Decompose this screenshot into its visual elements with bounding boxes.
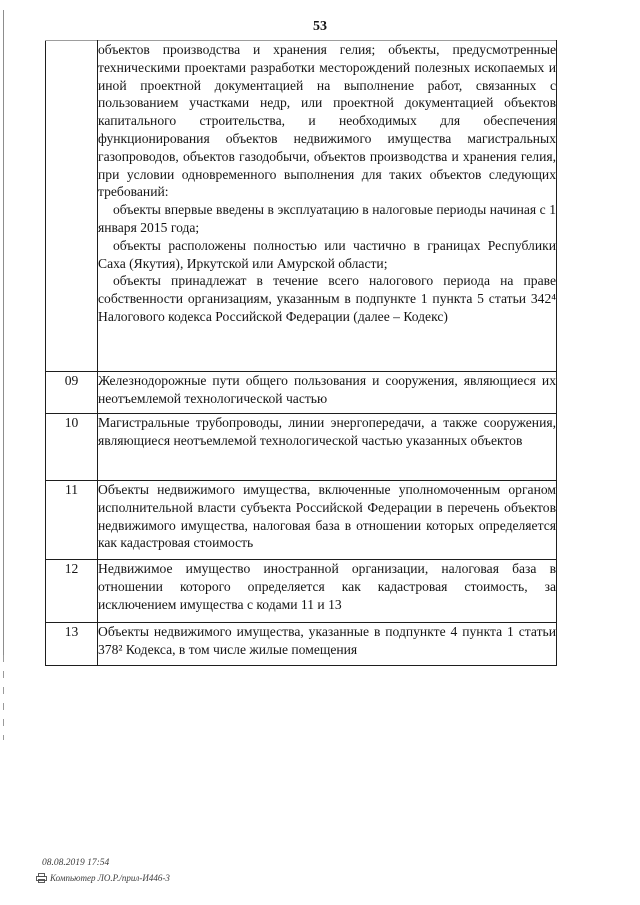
- code-cell: [46, 41, 98, 372]
- code-cell: 09: [46, 372, 98, 414]
- paragraph: объекты расположены полностью или частично в границах Республики Саха (Якутия), Иркутской или Амурской области;: [98, 237, 556, 271]
- property-codes-table: [45, 40, 557, 666]
- description-cell: [98, 560, 557, 623]
- page-number: 53: [313, 19, 327, 34]
- code-cell: 10: [46, 414, 98, 481]
- description-cell: [98, 414, 557, 481]
- description-cell: [98, 41, 557, 372]
- paragraph: Объекты недвижимого имущества, указанные в подпункте 4 пункта 1 статьи 378² Кодекса, в том числе жилые помещения: [98, 624, 556, 657]
- description-cell: [98, 481, 557, 560]
- table-row: [46, 414, 557, 481]
- scan-edge-line-dashed: [3, 655, 4, 740]
- paragraph: объектов производства и хранения гелия; объекты, предусмотренные техническими проектами разработки месторождений полезных ископаемых и иной проектной документацией на выполнение работ, связанных с пользованием участками недр, или проектной документацией объектов капитального строительства, и необходимых для обеспечения функционирования объектов недвижимого имущества магистральных газопроводов, объектов газодобычи, объектов производства и хранения гелия, при условии одновременного выполнения для таких объектов следующих требований:: [98, 42, 556, 200]
- printer-icon: [36, 873, 47, 883]
- table-row: [46, 41, 557, 372]
- codes-table-body: [46, 41, 557, 666]
- code-cell: 12: [46, 560, 98, 623]
- table-row: [46, 623, 557, 666]
- scan-stamp: [36, 872, 170, 884]
- paragraph: Недвижимое имущество иностранной организации, налоговая база в отношении которого определяется как кадастровая стоимость, за исключением имущества с кодами 11 и 13: [98, 561, 556, 612]
- table-row: [46, 372, 557, 414]
- print-timestamp: 08.08.2019 17:54: [42, 858, 110, 868]
- table-row: [46, 560, 557, 623]
- description-cell: [98, 372, 557, 414]
- table-row: [46, 481, 557, 560]
- paragraph: Магистральные трубопроводы, линии энергопередачи, а также сооружения, являющиеся неотъемлемой технологической частью указанных объектов: [98, 415, 556, 448]
- stamp-text: Компьютер ЛО.Р./прил-И446-3: [50, 873, 170, 883]
- paragraph: Объекты недвижимого имущества, включенные уполномоченным органом исполнительной власти субъекта Российской Федерации в перечень объектов недвижимого имущества, налоговая база в отношении которых определяется как кадастровая стоимость: [98, 482, 556, 551]
- description-cell: [98, 623, 557, 666]
- paragraph: объекты принадлежат в течение всего налогового периода на праве собственности организациям, указанным в подпункте 1 пункта 5 статьи 342⁴ Налогового кодекса Российской Федерации (далее – Кодекс): [98, 273, 556, 324]
- scan-edge-line: [3, 10, 4, 655]
- paragraph: Железнодорожные пути общего пользования и сооружения, являющиеся их неотъемлемой технологической частью: [98, 373, 556, 406]
- paragraph: объекты впервые введены в эксплуатацию в налоговые периоды начиная с 1 января 2015 года;: [98, 202, 556, 235]
- code-cell: 13: [46, 623, 98, 666]
- code-cell: 11: [46, 481, 98, 560]
